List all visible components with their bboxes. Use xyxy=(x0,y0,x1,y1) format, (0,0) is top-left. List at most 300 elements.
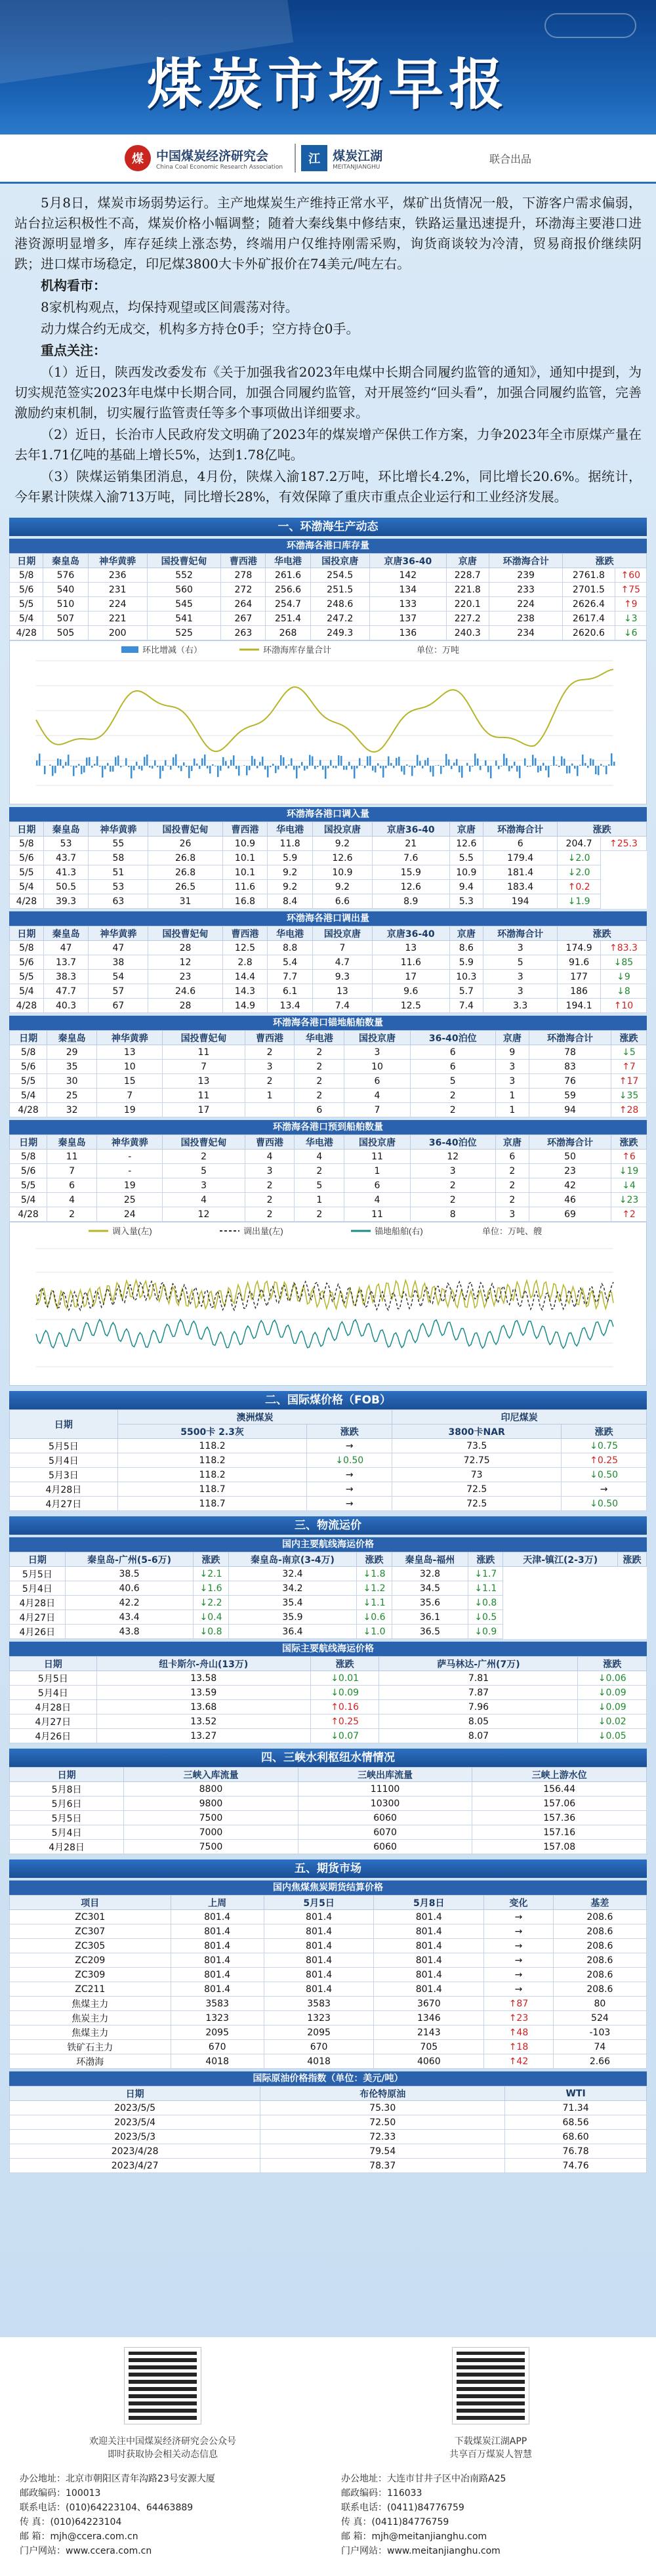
table-cell: ↓1.0 xyxy=(357,1625,392,1639)
table-row xyxy=(10,1439,647,1453)
table-row xyxy=(10,1596,647,1610)
table-cell: 4月27日 xyxy=(10,1714,97,1729)
table-cell: 560 xyxy=(147,583,220,597)
table-cell: 25 xyxy=(97,1193,163,1207)
table-row xyxy=(10,941,647,955)
table-cell: 249.3 xyxy=(310,626,369,640)
table-cell: 40.6 xyxy=(65,1581,194,1596)
table-cell: 12.6 xyxy=(372,880,449,894)
table-cell: 7 xyxy=(97,1089,163,1103)
table-cell: 2 xyxy=(163,1150,245,1164)
table-cell: 34.5 xyxy=(392,1581,468,1596)
col-header: 涨跌 xyxy=(611,1031,647,1045)
table-cell: ↓0.01 xyxy=(310,1671,379,1686)
change-bar xyxy=(115,757,117,766)
change-bar xyxy=(613,762,615,766)
table-cell: 8.05 xyxy=(379,1714,578,1729)
col-header: 涨跌 xyxy=(558,822,647,837)
change-bar xyxy=(516,766,518,772)
change-bar xyxy=(81,766,83,774)
change-bar xyxy=(558,766,560,767)
table-cell: ↓0.50 xyxy=(562,1468,647,1482)
table-cell: 2.8 xyxy=(222,955,268,970)
table-cell: ↑28 xyxy=(611,1103,647,1117)
table-cell: 6060 xyxy=(298,1811,472,1825)
table-cell: 31 xyxy=(148,894,222,909)
table-cell: 7500 xyxy=(124,1811,298,1825)
table-cell: 4月27日 xyxy=(10,1497,118,1511)
table-cell: 4 xyxy=(344,1089,410,1103)
table-cell: 73 xyxy=(392,1468,562,1482)
table-cell: 铁矿石主力 xyxy=(10,2040,171,2054)
table-cell: 8.8 xyxy=(268,941,313,955)
table-cell: 801.4 xyxy=(171,1968,264,1982)
col-header: 环渤海合计 xyxy=(489,554,562,568)
change-bar xyxy=(566,766,568,774)
change-bar xyxy=(222,757,224,766)
col-header: 日期 xyxy=(10,1552,66,1567)
change-bar xyxy=(159,766,161,779)
ccera-qr-code[interactable] xyxy=(125,2348,201,2424)
table-cell: 4018 xyxy=(171,2054,264,2069)
table-cell: 5/4 xyxy=(10,1089,47,1103)
col-header: 日期 xyxy=(10,1657,97,1671)
col-header: 国投京唐 xyxy=(312,926,372,941)
table-cell: 4 xyxy=(163,1193,245,1207)
table-cell: ↓0.8 xyxy=(194,1625,228,1639)
table-cell: 5/8 xyxy=(10,1045,47,1060)
change-bar xyxy=(39,753,41,766)
table-cell: 156.44 xyxy=(472,1782,647,1797)
sec3-title: 三、物流运价 xyxy=(9,1516,647,1535)
change-bar xyxy=(333,766,335,768)
table-cell: 9.2 xyxy=(268,880,313,894)
table-row xyxy=(10,984,647,999)
table-cell: 36.1 xyxy=(392,1610,468,1625)
legend-label-anchor: 锚地船舶(右) xyxy=(375,1226,423,1236)
change-bar xyxy=(579,765,581,766)
table-cell: 43.4 xyxy=(65,1610,194,1625)
col-header: 国投京唐 xyxy=(312,822,372,837)
col-header: 秦皇岛 xyxy=(47,1031,97,1045)
table-cell: → xyxy=(307,1439,392,1453)
table-cell: 7.96 xyxy=(379,1700,578,1714)
col-header: 涨跌 xyxy=(310,1657,379,1671)
table-cell: 5/5 xyxy=(10,865,44,880)
table-cell: ↓85 xyxy=(600,955,646,970)
table-cell: 7 xyxy=(312,941,372,955)
table-cell: 2023/4/28 xyxy=(10,2144,260,2159)
table-row xyxy=(10,1045,647,1060)
table-row xyxy=(10,1468,647,1482)
table-cell: 179.4 xyxy=(483,851,558,865)
change-bar xyxy=(364,766,366,768)
change-bar xyxy=(204,755,206,766)
table-cell: ↑42 xyxy=(484,2054,554,2069)
table-cell: 3 xyxy=(483,970,558,984)
change-bar xyxy=(569,766,571,773)
page-title: 煤炭市场早报 xyxy=(146,52,509,117)
table-cell: 552 xyxy=(147,568,220,583)
col-header: 曹西港 xyxy=(222,822,268,837)
table-cell: 705 xyxy=(374,2040,484,2054)
table-cell: 186 xyxy=(558,984,601,999)
table-cell: 14.4 xyxy=(222,970,268,984)
table-cell: 801.4 xyxy=(374,1924,484,1939)
change-bar xyxy=(165,760,167,766)
col-header: 神华黄骅 xyxy=(89,926,148,941)
change-bar xyxy=(605,766,607,774)
change-bar xyxy=(62,766,64,768)
table-cell: 7500 xyxy=(124,1840,298,1854)
table-cell: ↑10 xyxy=(600,999,646,1013)
change-bar xyxy=(382,766,384,778)
summary-p3: 动力煤合约无成交，机构多方持仓0手；空方持仓0手。 xyxy=(41,321,359,337)
table-cell: 2 xyxy=(295,1045,344,1060)
change-bar xyxy=(401,766,403,772)
table-row xyxy=(10,1482,647,1497)
table-cell: 4/28 xyxy=(10,1103,47,1117)
table-cell: 23 xyxy=(529,1164,611,1178)
table-cell: 68.60 xyxy=(505,2130,647,2144)
change-bar xyxy=(327,766,329,768)
table-cell: 5.3 xyxy=(449,894,483,909)
col-header: 涨跌 xyxy=(194,1552,228,1567)
table-cell: 157.08 xyxy=(472,1840,647,1854)
table-cell: 47.7 xyxy=(43,984,89,999)
table-cell: 13.68 xyxy=(96,1700,310,1714)
table-cell: 801.4 xyxy=(264,1910,374,1924)
table-cell: 29 xyxy=(47,1045,97,1060)
change-bar xyxy=(377,763,379,766)
col-header: 京唐36-40 xyxy=(369,554,446,568)
change-bar xyxy=(511,766,513,768)
table-cell: 541 xyxy=(147,612,220,626)
table-cell: 9.4 xyxy=(449,880,483,894)
table-cell: 5/6 xyxy=(10,955,44,970)
table-row xyxy=(10,612,647,626)
table-cell: 55 xyxy=(89,837,148,851)
change-bar xyxy=(173,757,174,766)
table-cell: 2 xyxy=(295,1089,344,1103)
col-header: 京唐 xyxy=(446,554,489,568)
change-bar xyxy=(246,766,248,776)
change-bar xyxy=(550,765,552,766)
table-cell: 4 xyxy=(47,1193,97,1207)
table-cell: 23 xyxy=(148,970,222,984)
table-row xyxy=(10,1811,647,1825)
table-cell: 6.1 xyxy=(268,984,313,999)
change-bar xyxy=(86,758,88,766)
change-bar xyxy=(314,766,316,769)
table-cell: ↓0.50 xyxy=(307,1453,392,1468)
col-header: 纽卡斯尔-舟山(13万) xyxy=(96,1657,310,1671)
change-bar xyxy=(430,766,432,772)
table-row xyxy=(10,1700,647,1714)
table-row xyxy=(10,1924,647,1939)
col-header: 国投京唐 xyxy=(344,1031,410,1045)
table-row xyxy=(10,2025,647,2040)
table-cell: 5/4 xyxy=(10,1193,47,1207)
table-cell: 801.4 xyxy=(264,1924,374,1939)
table-cell: 7 xyxy=(163,1060,245,1074)
table-cell: 71.34 xyxy=(505,2101,647,2115)
table-cell: 2 xyxy=(245,1045,295,1060)
table-cell: ↓0.5 xyxy=(468,1610,503,1625)
fob-au-spec: 5500卡 2.3灰 xyxy=(117,1424,307,1439)
change-bar xyxy=(461,766,463,778)
table-cell: 38.5 xyxy=(65,1567,194,1581)
change-bar xyxy=(587,766,589,768)
table-cell: 75.30 xyxy=(260,2101,505,2115)
table-cell: 13 xyxy=(372,941,449,955)
table-cell: 204.7 xyxy=(558,837,601,851)
change-bar xyxy=(157,766,159,767)
forecast-title: 环渤海各港口预到船舶数量 xyxy=(9,1120,647,1134)
table-cell: 5/8 xyxy=(10,1150,47,1164)
legend-label-in: 调入量(左) xyxy=(112,1226,152,1236)
footer xyxy=(0,2337,656,2576)
table-cell: 14.3 xyxy=(222,984,268,999)
table-cell: 焦炭主力 xyxy=(10,2011,171,2025)
table-cell: 80 xyxy=(553,1997,646,2011)
change-bar xyxy=(259,762,261,766)
table-row xyxy=(10,1982,647,1997)
table-cell: 26.8 xyxy=(148,865,222,880)
table-cell: 72.33 xyxy=(260,2130,505,2144)
table-cell: 5/6 xyxy=(10,1164,47,1178)
table-cell: 801.4 xyxy=(171,1939,264,1953)
table-cell: 3583 xyxy=(264,1997,374,2011)
table-cell: 74 xyxy=(553,2040,646,2054)
table-cell: 251.5 xyxy=(310,583,369,597)
qr-icon xyxy=(125,2348,201,2424)
change-bar xyxy=(238,766,240,776)
change-bar xyxy=(120,766,122,768)
change-bar xyxy=(230,760,232,766)
change-bar xyxy=(506,758,508,766)
table-cell: 25 xyxy=(47,1089,97,1103)
table-cell: 801.4 xyxy=(171,1924,264,1939)
table-cell: 11.6 xyxy=(372,955,449,970)
table-cell: 3 xyxy=(495,1074,529,1089)
table-cell: 72.5 xyxy=(392,1497,562,1511)
table-cell: 10 xyxy=(344,1060,410,1074)
col-header: 上周 xyxy=(171,1896,264,1910)
cap1: 欢迎关注中国煤炭经济研究会公众号 xyxy=(89,2436,236,2447)
table-cell: 142 xyxy=(369,568,446,583)
table-cell: 4/28 xyxy=(10,999,44,1013)
change-bar xyxy=(369,756,371,766)
change-bar xyxy=(427,758,429,766)
col-header: 国投曹妃甸 xyxy=(163,1135,245,1150)
table-cell: 40.3 xyxy=(43,999,89,1013)
change-bar xyxy=(201,758,203,766)
change-bar xyxy=(296,766,298,778)
table-cell: 208.6 xyxy=(553,1939,646,1953)
addr1-line: 传 真：(010)64223104 xyxy=(20,2517,122,2527)
table-cell: -103 xyxy=(553,2025,646,2040)
table-cell: 78.37 xyxy=(260,2159,505,2173)
table-cell: ↓0.06 xyxy=(578,1671,647,1686)
anchor-table xyxy=(9,1030,647,1117)
change-bar xyxy=(283,757,285,766)
table-cell: 2 xyxy=(495,1193,529,1207)
col-header: 日期 xyxy=(10,1768,124,1782)
change-bar xyxy=(564,758,565,766)
chart2-unit: 单位：万吨、艘 xyxy=(482,1226,543,1236)
table-cell: 5.5 xyxy=(449,851,483,865)
table-cell: 72.50 xyxy=(260,2115,505,2130)
table-row xyxy=(10,1997,647,2011)
col-header: 日期 xyxy=(10,2087,260,2101)
table-cell: 8.4 xyxy=(268,894,313,909)
table-cell: 3 xyxy=(483,941,558,955)
col-header: 5月8日 xyxy=(374,1896,484,1910)
change-bar xyxy=(301,762,303,766)
table-cell: 4月26日 xyxy=(10,1729,97,1743)
table-cell: 208.6 xyxy=(553,1982,646,1997)
table-row xyxy=(10,970,647,984)
table-row xyxy=(10,1729,647,1743)
table-cell: ↓0.09 xyxy=(310,1686,379,1700)
table-cell: 251.4 xyxy=(266,612,310,626)
table-cell: 118.2 xyxy=(117,1453,307,1468)
change-bar xyxy=(409,766,411,767)
change-bar xyxy=(225,761,227,766)
table-cell: 21 xyxy=(372,837,449,851)
table-row xyxy=(10,2130,647,2144)
table-cell: 2620.6 xyxy=(563,626,615,640)
col-header: 华电港 xyxy=(295,1031,344,1045)
change-bar xyxy=(312,757,314,766)
inventory-chart xyxy=(9,640,647,804)
table-cell: 39.3 xyxy=(43,894,89,909)
three-gorges-table xyxy=(9,1767,647,1854)
mtjh-qr-code[interactable] xyxy=(453,2348,529,2424)
table-cell: 5 xyxy=(295,1178,344,1193)
table-cell: 5/6 xyxy=(10,851,44,865)
table-cell: 5/5 xyxy=(10,597,43,612)
cap2b: 共享百万煤炭人智慧 xyxy=(449,2449,532,2460)
table-cell: 13 xyxy=(163,1074,245,1089)
table-cell: 58 xyxy=(89,851,148,865)
table-cell: ↑18 xyxy=(484,2040,554,2054)
change-bar xyxy=(152,766,154,768)
table-cell: 32.4 xyxy=(228,1567,357,1581)
table-cell: 67 xyxy=(89,999,148,1013)
table-cell: ↑0.25 xyxy=(562,1453,647,1468)
table-cell: ↑9 xyxy=(615,597,646,612)
change-bar xyxy=(367,757,369,766)
table-cell: 10.1 xyxy=(222,865,268,880)
col-header: 涨跌 xyxy=(558,926,647,941)
org2-en: MEITANJIANGHU xyxy=(333,163,380,171)
change-bar xyxy=(322,766,324,770)
change-bar xyxy=(498,766,500,769)
change-bar xyxy=(220,766,222,771)
table-cell: 236 xyxy=(88,568,147,583)
table-cell: 4月28日 xyxy=(10,1700,97,1714)
table-row xyxy=(10,583,647,597)
table-cell: 72.5 xyxy=(392,1482,562,1497)
table-row xyxy=(10,1060,647,1074)
inflow-table xyxy=(9,821,647,909)
change-bar xyxy=(293,766,295,770)
table-row xyxy=(10,1939,647,1953)
table-cell: ↑17 xyxy=(611,1074,647,1089)
change-bar xyxy=(68,755,70,766)
col-header: 日期 xyxy=(10,554,43,568)
table-cell: 12.5 xyxy=(372,999,449,1013)
table-cell: 2626.4 xyxy=(563,597,615,612)
table-cell: 278 xyxy=(221,568,266,583)
change-bar xyxy=(443,766,445,767)
change-bar xyxy=(487,766,489,772)
table-row xyxy=(10,1671,647,1686)
table-cell: ZC309 xyxy=(10,1968,171,1982)
change-bar xyxy=(598,766,600,775)
table-cell: 4月27日 xyxy=(10,1610,66,1625)
table-cell: 272 xyxy=(221,583,266,597)
table-cell: 6 xyxy=(344,1178,410,1193)
table-cell: ↓1.1 xyxy=(357,1596,392,1610)
table-cell: 234 xyxy=(489,626,562,640)
table-row xyxy=(10,1714,647,1729)
table-cell: 194 xyxy=(483,894,558,909)
table-cell: 801.4 xyxy=(264,1939,374,1953)
table-cell: 2023/5/5 xyxy=(10,2101,260,2115)
change-bar xyxy=(453,762,455,766)
col-header: 秦皇岛-南京(3-4万) xyxy=(228,1552,357,1567)
change-bar xyxy=(519,766,521,778)
table-cell: ↑23 xyxy=(484,2011,554,2025)
table-cell: 524 xyxy=(553,2011,646,2025)
table-cell: 10.3 xyxy=(449,970,483,984)
change-bar xyxy=(514,762,516,766)
addr1-line: 联系电话：(010)64223104、64463889 xyxy=(20,2503,194,2513)
table-cell: 5月3日 xyxy=(10,1468,118,1482)
col-header: 神华黄骅 xyxy=(88,554,147,568)
change-bar xyxy=(285,766,287,768)
col-header: 三峡出库流量 xyxy=(298,1768,472,1782)
table-cell xyxy=(245,1103,295,1117)
change-bar xyxy=(57,758,59,766)
summary-p4: （1）近日，陕西发改委发布《关于加强我省2023年电煤中长期合同履约监管的通知》，通知中提到，为切实规范签实2023年电煤中长期合同，加强合同履约监管，对开展签约“回头看”，加强合同履约监管，完善激励约束机制，切实履行监管责任等多个事项做出详细要求。 xyxy=(14,364,642,421)
fob-date-header: 日期 xyxy=(10,1410,118,1439)
table-cell: 91.6 xyxy=(558,955,601,970)
legend-label-out: 调出量(左) xyxy=(243,1226,283,1236)
table-cell: 28 xyxy=(148,999,222,1013)
change-bar xyxy=(372,766,374,771)
table-cell: 2 xyxy=(47,1207,97,1222)
table-cell: 540 xyxy=(43,583,88,597)
table-cell: 507 xyxy=(43,612,88,626)
change-bar xyxy=(212,764,214,766)
table-row xyxy=(10,1686,647,1700)
table-cell: 801.4 xyxy=(171,1953,264,1968)
table-cell: 79.54 xyxy=(260,2144,505,2159)
summary-p5: （2）近日，长治市人民政府发文明确了2023年的煤炭增产保供工作方案，力争2023年全市原煤产量在去年1.71亿吨的基础上增长5%，达到1.78亿吨。 xyxy=(14,426,642,463)
change-bar xyxy=(146,755,148,766)
table-row xyxy=(10,1610,647,1625)
change-bar xyxy=(527,766,529,767)
table-cell: 4.7 xyxy=(312,955,372,970)
change-bar xyxy=(348,762,350,766)
change-bar xyxy=(375,766,377,772)
table-cell: 7 xyxy=(47,1164,97,1178)
table-cell: ↓0.09 xyxy=(578,1686,647,1700)
